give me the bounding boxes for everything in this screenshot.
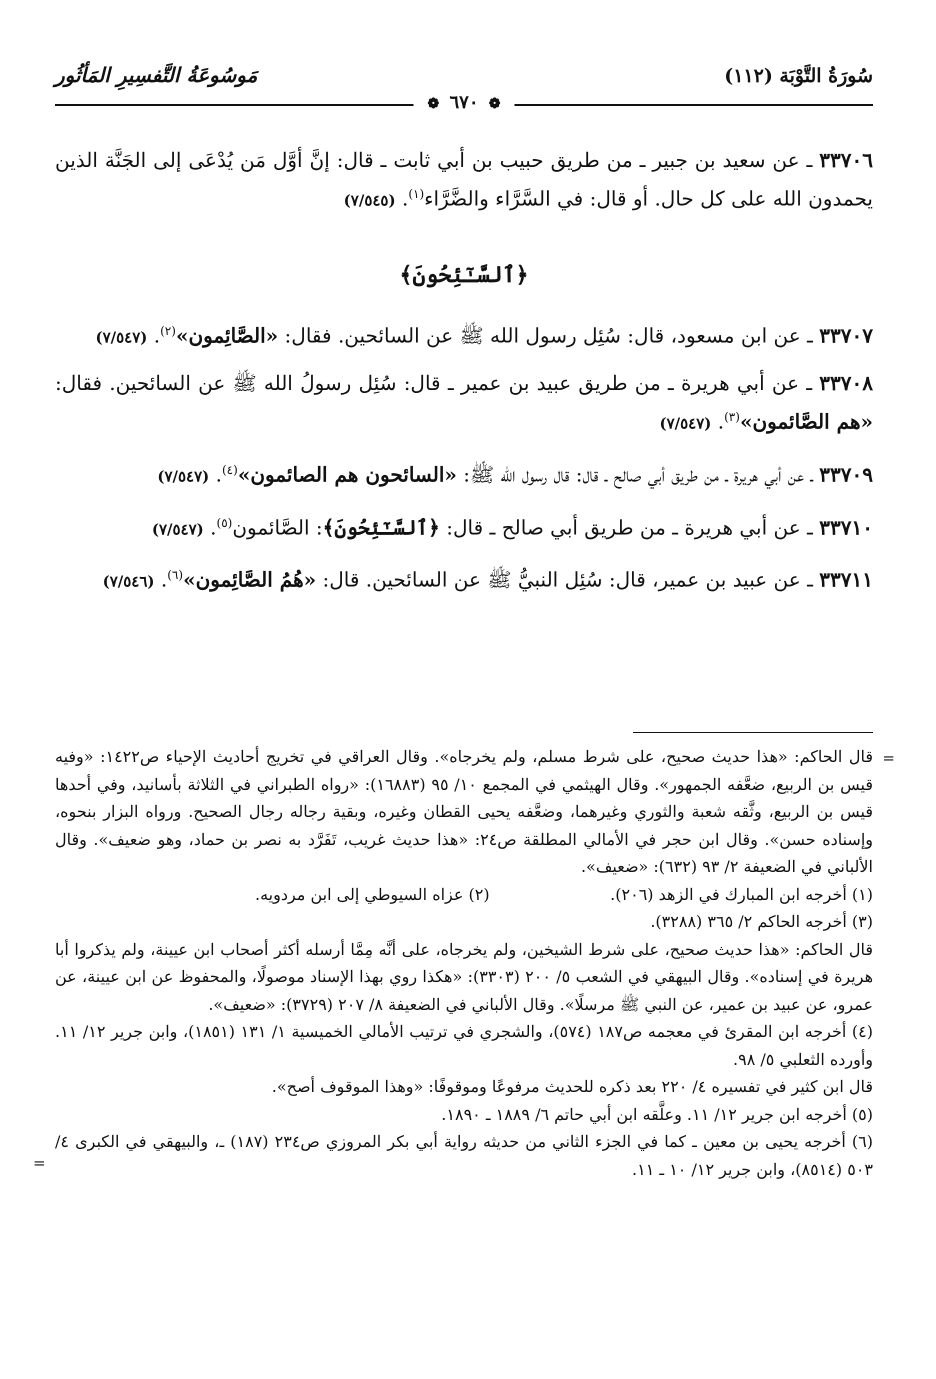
entry-text: ـ عن ابن مسعود، قال: سُئِل رسول الله ﷺ عن السائحين. فقال: bbox=[278, 323, 820, 348]
volume-ref: (٧/٥٤٥) bbox=[343, 191, 396, 210]
footnote-5: (٥) أخرجه ابن جرير ١٢/ ١١. وعلَّقه ابن أبي حاتم ٦/ ١٨٨٩ ـ ١٨٩٠. bbox=[441, 1104, 873, 1124]
volume-ref: (٧/٥٤٧) bbox=[95, 328, 148, 347]
footnote-3-comment: قال الحاكم: «هذا حديث صحيح، على شرط الشيخين، ولم يخرجاه، على أنَّه مِمَّا أرسله أكثر أصحاب ابن عيينة، ولم يذكروا أبا هريرة في إسناده». وقال البيهقي في الشعب ٥/ ٢٠٠ (٣٣٠٣): «هكذا روي بهذا الإسناد موصولًا، والمحفوظ عن ابن عيينة، عن عمرو، عن عبيد بن عمير، عن النبي ﷺ مرسلًا». وقال الألباني في الضعيفة ٨/ ٢٠٧ (٣٧٢٩): «ضعيف». bbox=[55, 939, 874, 1014]
entry-tail: . bbox=[209, 462, 222, 487]
entry-number: ٣٣٧١١ bbox=[819, 567, 873, 592]
hadith-entry bbox=[55, 506, 873, 547]
entry-bold: «هُمُ الصَّائِمون» bbox=[183, 567, 317, 592]
page-number: ٦٧٠ bbox=[449, 92, 479, 113]
footnote-4-comment: قال ابن كثير في تفسيره ٤/ ٢٢٠ بعد ذكره للحديث مرفوعًا وموقوفًا: «وهذا الموقوف أصح». bbox=[271, 1077, 873, 1096]
entry-number: ٣٣٧٠٩ bbox=[819, 462, 873, 487]
section-heading: ﴿ٱلسَّـٰٓئِحُونَ﴾ bbox=[399, 261, 529, 288]
footnote-row bbox=[55, 881, 873, 909]
main-text bbox=[55, 143, 873, 611]
hadith-entry bbox=[55, 314, 873, 355]
entry-tail: . bbox=[711, 409, 725, 434]
footnotes bbox=[33, 743, 895, 1183]
footnote-2: (٢) عزاه السيوطي إلى ابن مردويه. bbox=[255, 884, 490, 904]
entry-bold: ﴿ٱلسَّـٰٓئِحُونَ﴾ bbox=[322, 515, 440, 540]
ornament-icon: ❁ bbox=[488, 96, 501, 112]
entry-bold: «السائحون هم الصائمون» bbox=[237, 462, 457, 487]
entry-text: ـ عن أبي هريرة ـ من طريق أبي صالح ـ قال: قال رسول الله ﷺ: bbox=[456, 462, 820, 487]
volume-ref: (٧/٥٤٧) bbox=[659, 414, 712, 433]
entry-tail: . bbox=[147, 323, 161, 348]
surah-title: سُورَةُ التَّوْبَة (١١٢) bbox=[724, 65, 873, 87]
volume-ref: (٧/٥٤٧) bbox=[151, 520, 204, 539]
hadith-entry bbox=[55, 558, 873, 599]
volume-ref: (٧/٥٤٧) bbox=[157, 467, 210, 486]
running-header bbox=[55, 61, 873, 113]
footnote-separator bbox=[633, 732, 873, 733]
footnote-ref: (١) bbox=[408, 187, 425, 201]
continuation-mark: = bbox=[882, 749, 895, 767]
hadith-entry bbox=[55, 143, 873, 218]
entry-text: ـ عن عبيد بن عمير، قال: سُئِل النبيُّ ﷺ عن السائحين. قال: bbox=[316, 567, 820, 592]
footnote-4: (٤) أخرجه ابن المقرئ في معجمه ص١٨٧ (٥٧٤)، والشجري في ترتيب الأمالي الخميسية ١/ ١٣١ (١٨٥١)، وابن جرير ١٢/ ١١. وأورده الثعلبي ٥/ ٩٨. bbox=[55, 1022, 873, 1069]
footnote-ref: (٥) bbox=[216, 515, 233, 530]
entry-tail: . bbox=[395, 186, 409, 211]
continuation-mark-bottom: = bbox=[33, 1153, 46, 1172]
footnote-ref: (٢) bbox=[160, 323, 176, 338]
entry-number: ٣٣٧٠٦ bbox=[819, 148, 873, 172]
footnote-continued: قال الحاكم: «هذا حديث صحيح، على شرط مسلم، ولم يخرجاه». وقال العراقي في تخريج أحاديث الإحياء ص١٤٢٢: «وفيه قيس بن الربيع، ضعَّفه الجمهور». وقال الهيثمي في المجمع ١٠/ ٩٥ (١٦٨٨٣): «رواه الطبراني في الثلاثة بأسانيد، وفي أحدها قيس بن الربيع، وثَّقه شعبة والثوري وغيرهما، وضعَّفه يحيى القطان وغيره، وبقية رجاله رجال الصحيح. ورواه البزار بنحوه، وإسناده حسن». وقال ابن حجر في الأمالي المطلقة ص٢٤: «هذا حديث غريب، تَفَرَّد به نصر بن حماد، وهو ضعيف». وقال الألباني في الضعيفة ٢/ ٩٣ (٦٣٢): «ضعيف». bbox=[55, 747, 874, 876]
hadith-entry bbox=[55, 453, 873, 494]
footnote-1: (١) أخرجه ابن المبارك في الزهد (٢٠٦). bbox=[610, 884, 873, 904]
ornament-icon: ❁ bbox=[427, 96, 440, 112]
entry-mid: : الصَّائمون bbox=[232, 515, 323, 540]
entry-bold: «الصَّائِمون» bbox=[175, 323, 279, 348]
footnote-3: (٣) أخرجه الحاكم ٢/ ٣٦٥ (٣٢٨٨). bbox=[650, 912, 873, 931]
hadith-entry bbox=[55, 366, 873, 441]
footnote-6: (٦) أخرجه يحيى بن معين ـ كما في الجزء الثاني من حديثه رواية أبي بكر المروزي ص٢٣٤ (١٨٧) ـ، والبيهقي في الكبرى ٤/ ٥٠٣ (٨٥١٤)، وابن جرير ١٢/ ١٠ ـ ١١. bbox=[55, 1132, 874, 1179]
page-number-block bbox=[413, 92, 514, 113]
footnote-ref: (٦) bbox=[167, 568, 184, 583]
entry-text: ـ عن سعيد بن جبير ـ من طريق حبيب بن أبي ثابت ـ قال: إنَّ أوَّل مَن يُدْعَى إلى الجَنَّة الذين يحمدون الله على كل حال. أو قال: في السَّرَّاء والضَّرَّاء bbox=[55, 148, 873, 211]
page bbox=[33, 55, 895, 1345]
entry-number: ٣٣٧٠٧ bbox=[819, 323, 873, 348]
entry-tail: . bbox=[154, 567, 168, 592]
entry-tail: . bbox=[203, 515, 217, 540]
series-title: مَوسُوعَةُ التَّفسِيرِ المَأثُور bbox=[55, 63, 258, 87]
entry-text: ـ عن أبي هريرة ـ من طريق أبي صالح ـ قال: bbox=[439, 515, 820, 540]
entry-number: ٣٣٧٠٨ bbox=[819, 371, 873, 396]
entry-number: ٣٣٧١٠ bbox=[819, 515, 873, 540]
footnote-ref: (٤) bbox=[221, 462, 238, 477]
footnote-ref: (٣) bbox=[724, 410, 740, 425]
entry-text: ـ عن أبي هريرة ـ من طريق عبيد بن عمير ـ قال: سُئِل رسولُ الله ﷺ عن السائحين. فقال: bbox=[55, 371, 820, 396]
entry-bold: «هم الصَّائمون» bbox=[739, 409, 873, 434]
volume-ref: (٧/٥٤٦) bbox=[102, 572, 155, 591]
